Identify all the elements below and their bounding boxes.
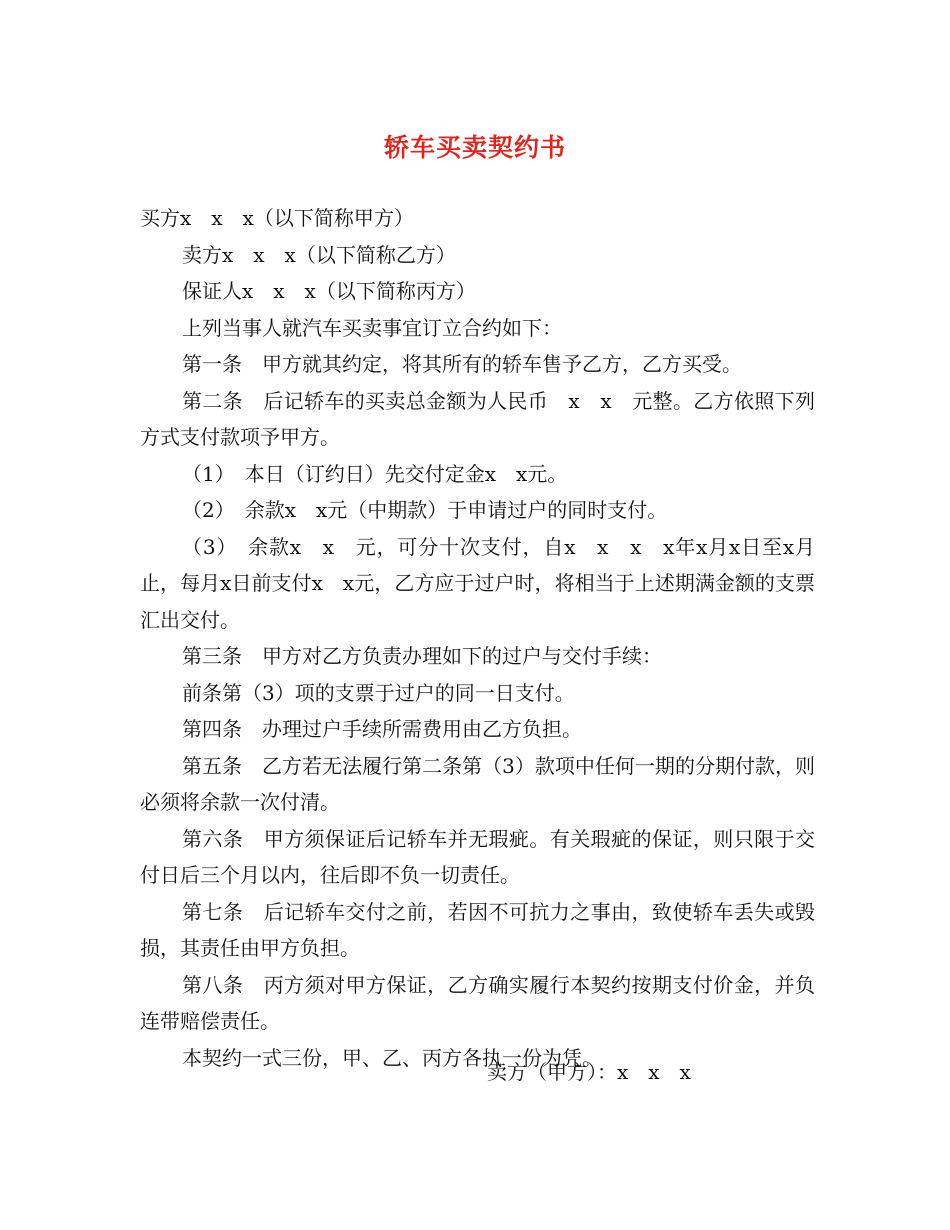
paragraph-guarantor: 保证人x x x（以下简称丙方）	[182, 279, 476, 303]
paragraph-article-2: 第二条 后记轿车的买卖总金额为人民币 x x 元整。乙方依照下列方式支付款项予甲方。	[140, 388, 815, 449]
paragraph-article-5: 第五条 乙方若无法履行第二条第（3）款项中任何一期的分期付款，则必须将余款一次付清。	[140, 753, 815, 814]
paragraph-payment-2: （2） 余款x x元（中期款）于申请过户的同时支付。	[182, 498, 668, 522]
paragraph-article-3: 第三条 甲方对乙方负责办理如下的过户与交付手续：	[182, 644, 662, 668]
paragraph-copies: 本契约一式三份，甲、乙、丙方各执一份为凭。	[182, 1045, 602, 1070]
document-title: 轿车买卖契约书	[383, 133, 566, 162]
document-body	[140, 200, 815, 1076]
paragraph-payment-1: （1） 本日（订约日）先交付定金x x元。	[182, 461, 568, 486]
paragraph-article-7: 第七条 后记轿车交付之前，若因不可抗力之事由，致使轿车丢失或毁损，其责任由甲方负担。	[140, 899, 815, 960]
paragraph-article-6: 第六条 甲方须保证后记轿车并无瑕疵。有关瑕疵的保证，则只限于交付日后三个月以内，往后即不负一切责任。	[140, 826, 815, 887]
paragraph-payment-3: （3） 余款x x 元，可分十次支付，自x x x x年x月x日至x月止，每月x日前支付x x元，乙方应于过户时，将相当于上述期满金额的支票汇出交付。	[140, 534, 815, 632]
signature-seller: 卖方（甲方）：x x x	[487, 1060, 691, 1084]
paragraph-buyer: 买方x x x（以下简称甲方）	[140, 206, 414, 230]
paragraph-article-1: 第一条 甲方就其约定，将其所有的轿车售予乙方，乙方买受。	[182, 352, 742, 376]
paragraph-article-4: 第四条 办理过户手续所需费用由乙方负担。	[182, 717, 582, 741]
paragraph-seller: 卖方x x x（以下简称乙方）	[182, 242, 456, 267]
paragraph-article-3-detail: 前条第（3）项的支票于过户的同一日支付。	[182, 680, 575, 705]
paragraph-preamble: 上列当事人就汽车买卖事宜订立合约如下：	[182, 315, 562, 340]
paragraph-article-8: 第八条 丙方须对甲方保证，乙方确实履行本契约按期支付价金，并负连带赔偿责任。	[140, 972, 815, 1033]
